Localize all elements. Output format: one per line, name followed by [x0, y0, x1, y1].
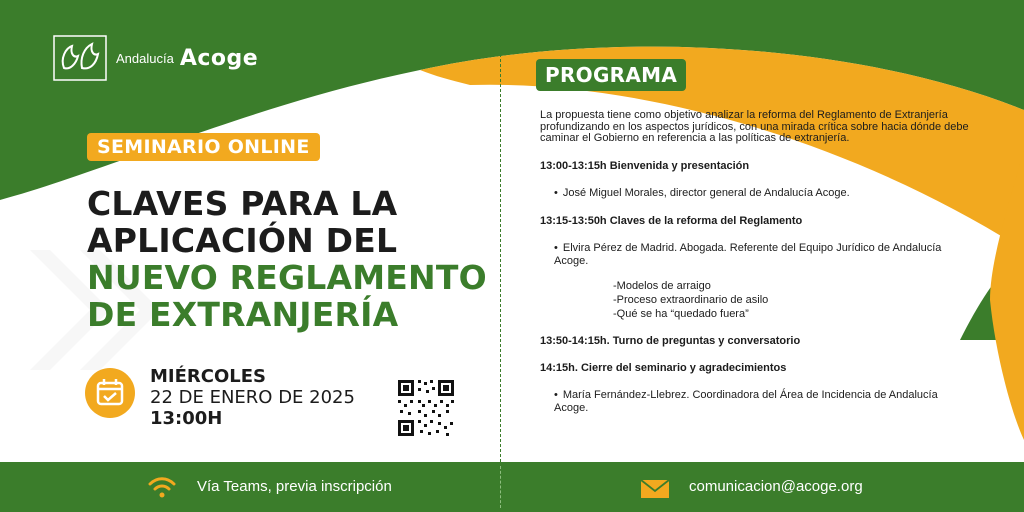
qr-code-icon[interactable] — [396, 378, 456, 438]
event-date: 22 DE ENERO DE 2025 — [150, 387, 355, 408]
event-day: MIÉRCOLES — [150, 366, 267, 387]
program-slot-4: 14:15h. Cierre del seminario y agradecimientos — [540, 361, 787, 374]
program-speaker-1: • José Miguel Morales, director general de Andalucía Acoge. — [554, 187, 970, 200]
title-line-4: DE EXTRANJERÍA — [87, 295, 399, 334]
contact-email-link[interactable]: comunicacion@acoge.org — [689, 478, 863, 495]
program-slot-2: 13:15-13:50h Claves de la reforma del Reglamento — [540, 214, 803, 227]
title-line-2: APLICACIÓN DEL — [87, 221, 398, 260]
event-datetime — [150, 366, 355, 429]
program-speaker-2: • Elvira Pérez de Madrid. Abogada. Referente del Equipo Jurídico de Andalucía Acoge. — [554, 242, 970, 268]
program-topic-1: -Modelos de arraigo — [613, 279, 711, 292]
brand-accent: Acoge — [179, 45, 259, 71]
program-speaker-3: • María Fernández-Llebrez. Coordinadora del Área de Incidencia de Andalucía Acoge. — [554, 389, 970, 415]
program-slot-1: 13:00-13:15h Bienvenida y presentación — [540, 159, 750, 172]
hands-logo-icon — [52, 34, 108, 82]
brand-logo[interactable] — [52, 34, 258, 82]
title-line-3: NUEVO REGLAMENTO — [87, 258, 487, 297]
program-topic-3: -Qué se ha “quedado fuera” — [613, 307, 749, 320]
envelope-icon — [640, 479, 670, 499]
brand-name: Andalucía — [116, 50, 174, 66]
event-time: 13:00H — [150, 408, 223, 429]
column-divider — [500, 44, 501, 462]
title-line-1: CLAVES PARA LA — [87, 184, 398, 223]
event-title — [87, 185, 487, 333]
platform-info: Vía Teams, previa inscripción — [197, 478, 392, 495]
wifi-icon — [148, 475, 176, 499]
program-heading: PROGRAMA — [536, 59, 686, 91]
program-intro: La propuesta tiene como objetivo analizar la reforma del Reglamento de Extranjería profundizando en los aspectos jurídicos, con una mirada crítica sobre hacia dónde debe caminar el Gobierno en referencia a las políticas de extranjería. — [540, 109, 969, 144]
event-type-badge: SEMINARIO ONLINE — [87, 133, 320, 161]
program-content — [540, 110, 970, 430]
footer-divider — [500, 466, 501, 508]
program-slot-3: 13:50-14:15h. Turno de preguntas y conversatorio — [540, 334, 801, 347]
calendar-check-icon — [85, 368, 135, 418]
program-topics — [613, 279, 970, 321]
program-topic-2: -Proceso extraordinario de asilo — [613, 293, 769, 306]
